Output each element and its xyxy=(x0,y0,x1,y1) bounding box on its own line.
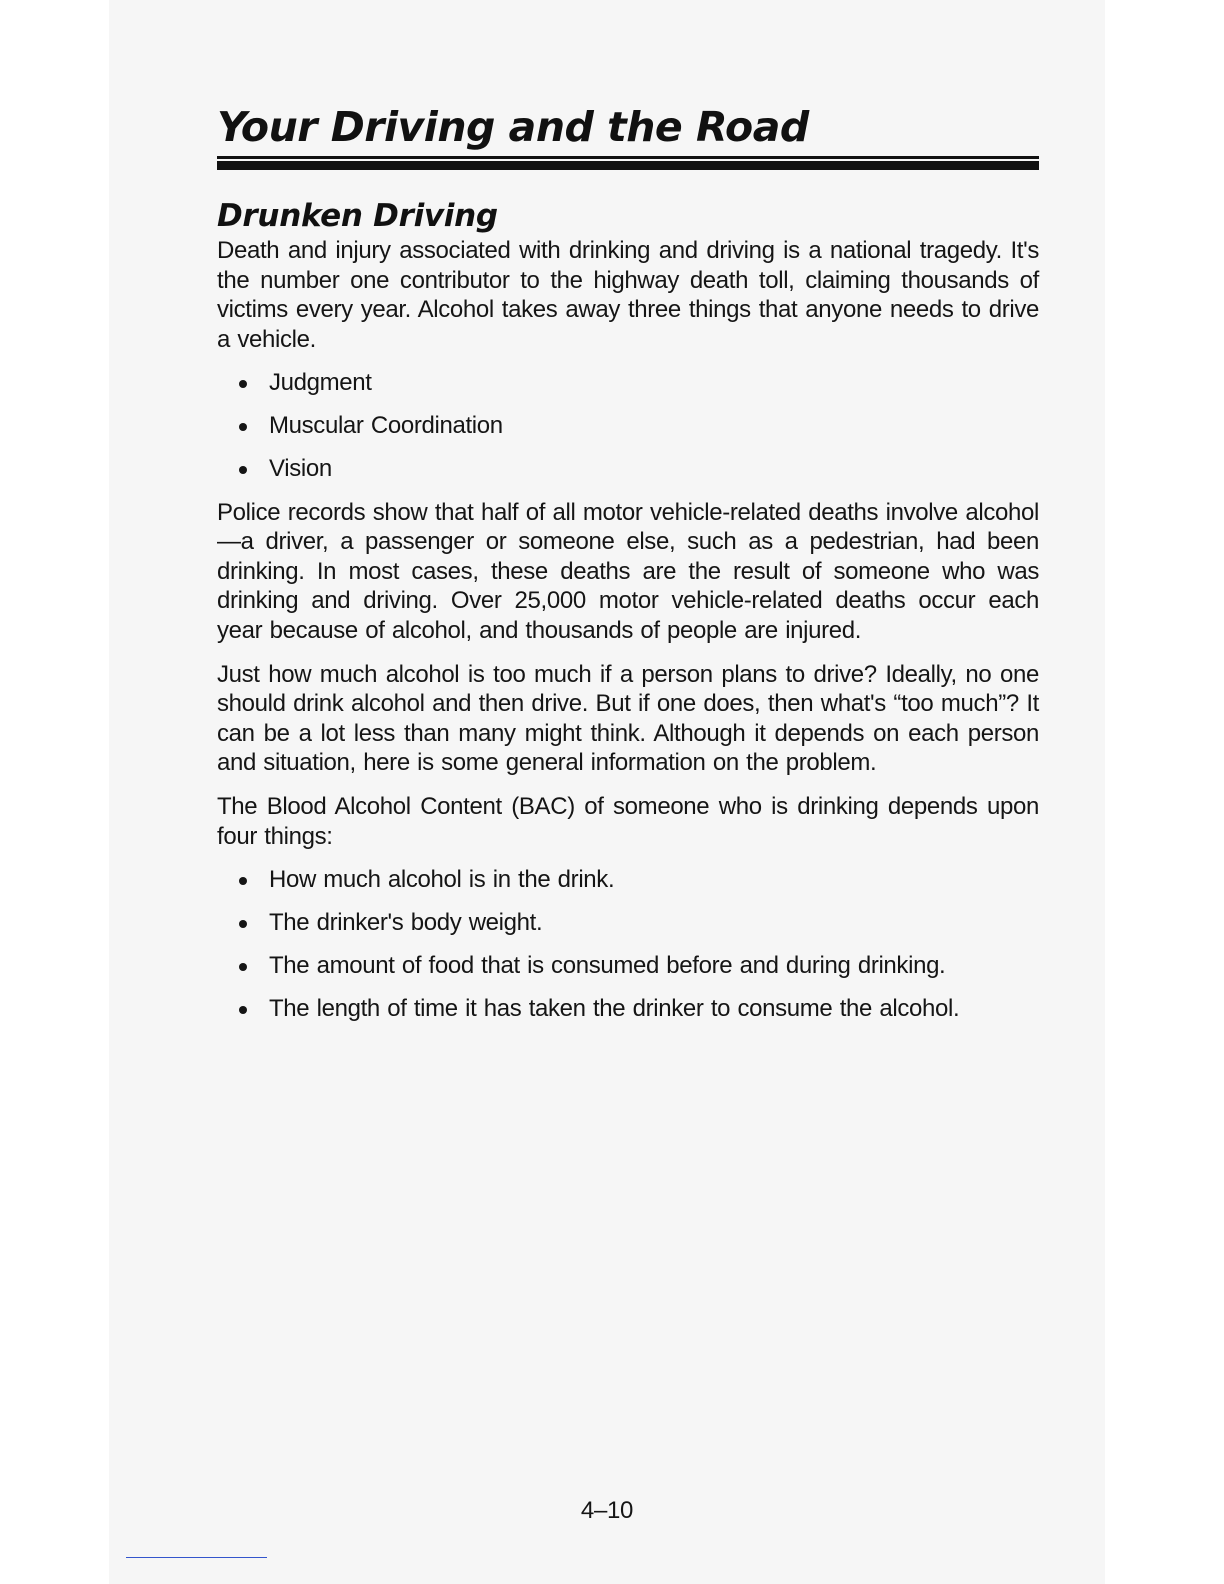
bullet-icon xyxy=(239,466,247,474)
list-item xyxy=(217,865,1039,895)
abilities-list xyxy=(217,368,1039,484)
list-item-text: How much alcohol is in the drink. xyxy=(269,865,615,893)
page-content xyxy=(217,100,1039,1024)
manual-page xyxy=(109,0,1105,1584)
list-item xyxy=(217,951,1039,981)
list-item-text: The amount of food that is consumed before and during drinking. xyxy=(269,951,946,979)
bottom-link-underline[interactable] xyxy=(126,1557,267,1558)
bac-factors-list xyxy=(217,865,1039,1024)
list-item xyxy=(217,454,1039,484)
list-item-text: Muscular Coordination xyxy=(269,411,503,439)
bullet-icon xyxy=(239,963,247,971)
page-number: 4–10 xyxy=(580,1497,634,1524)
list-item xyxy=(217,368,1039,398)
bullet-icon xyxy=(239,1006,247,1014)
chapter-title-rule xyxy=(217,156,1039,170)
bullet-icon xyxy=(239,920,247,928)
chapter-title: Your Driving and the Road xyxy=(217,103,809,151)
paragraph-intro: Death and injury associated with drinking and driving is a national tragedy. It's the number one contributor to the highway death toll, claiming thousands of victims every year. Alcohol takes away three things that anyone needs to drive a vehicle. xyxy=(217,237,1039,353)
bullet-icon xyxy=(239,380,247,388)
paragraph-police-records: Police records show that half of all motor vehicle-related deaths involve alcohol—a driver, a passenger or someone else, such as a pedestrian, had been drinking. In most cases, these deaths are the result of someone who was drinking and driving. Over 25,000 motor vehicle-related deaths occur each year because of alcohol, and thousands of people are injured. xyxy=(217,498,1039,645)
list-item-text: The drinker's body weight. xyxy=(269,908,543,936)
bullet-icon xyxy=(239,877,247,885)
list-item xyxy=(217,994,1039,1024)
section-title: Drunken Driving xyxy=(217,198,498,234)
list-item xyxy=(217,411,1039,441)
list-item-text: Vision xyxy=(269,455,332,483)
list-item-text: The length of time it has taken the drinker to consume the alcohol. xyxy=(269,994,960,1022)
paragraph-bac: The Blood Alcohol Content (BAC) of someone who is drinking depends upon four things: xyxy=(217,793,1039,850)
list-item xyxy=(217,908,1039,938)
list-item-text: Judgment xyxy=(269,368,372,396)
bullet-icon xyxy=(239,423,247,431)
rule-thin-line xyxy=(217,156,1039,159)
paragraph-how-much-alcohol: Just how much alcohol is too much if a person plans to drive? Ideally, no one should drink alcohol and then drive. But if one does, then what's “too much”? It can be a lot less than many might think. Although it depends on each person and situation, here is some general information on the problem. xyxy=(217,660,1039,777)
rule-thick-line xyxy=(217,161,1039,170)
